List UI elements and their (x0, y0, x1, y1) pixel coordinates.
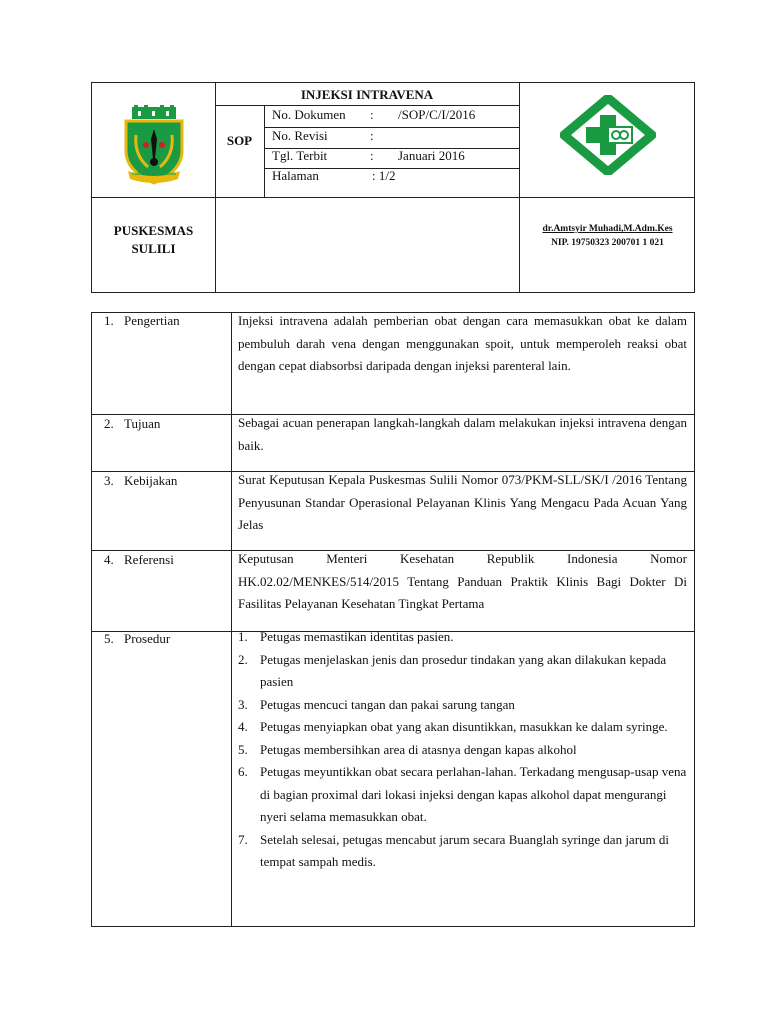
meta-colon: : (370, 128, 374, 143)
section-label: Referensi (124, 552, 174, 567)
section-number: 3. (104, 473, 114, 488)
section-number: 1. (104, 313, 114, 328)
divider (519, 197, 694, 198)
procedure-step (238, 739, 690, 762)
signatory-name: dr.Amtsyir Muhadi,M.Adm.Kes (542, 224, 673, 234)
meta-value: : 1/2 (372, 168, 396, 183)
procedure-step (238, 829, 690, 874)
sop-label: SOP (226, 133, 253, 148)
regency-emblem-logo (118, 105, 190, 187)
procedure-step (238, 716, 690, 739)
divider (231, 313, 232, 926)
section-text: Sebagai acuan penerapan langkah-langkah dalam melakukan injeksi intravena dengan baik. (238, 415, 687, 453)
organization-name (92, 222, 215, 258)
step-number: 4. (238, 719, 248, 734)
section-number: 4. (104, 552, 114, 567)
step-number: 1. (238, 629, 248, 644)
step-text: Petugas mencuci tangan dan pakai sarung tangan (260, 696, 515, 712)
procedure-step (238, 761, 690, 829)
procedure-steps (238, 626, 690, 874)
step-number: 6. (238, 764, 248, 779)
step-text: Petugas meyuntikkan obat secara perlahan-lahan. Terkadang mengusap-usap vena di bagian proximal dari lokasi injeksi dengan kapas alkohol dapat mengurangi nyeri selama memasukkan obat. (260, 764, 687, 824)
section-number: 2. (104, 416, 114, 431)
divider (519, 83, 520, 292)
step-text: Petugas memastikan identitas pasien. (260, 629, 454, 644)
sop-header (91, 82, 695, 293)
procedure-step (238, 649, 690, 694)
step-text: Setelah selesai, petugas mencabut jarum secara Buanglah syringe dan jarum di tempat sampah medis. (260, 831, 669, 869)
meta-colon: : (370, 148, 374, 163)
step-text: Petugas menjelaskan jenis dan prosedur tindakan yang akan dilakukan kepada pasien (260, 651, 667, 689)
signatory-nip: NIP. 19750323 200701 1 021 (551, 238, 664, 248)
section-number: 5. (104, 631, 114, 646)
emblem-ribbon-text: KABUPATEN PINRANG (131, 171, 177, 176)
section-label: Kebijakan (124, 473, 178, 488)
section-text: Keputusan Menteri Kesehatan Republik Indonesia Nomor HK.02.02/MENKES/514/2015 Tentang Panduan Praktik Klinis Bagi Dokter Di Fasilitas Pelayanan Kesehatan Tingkat Pertama (238, 551, 687, 611)
meta-label: Halaman (272, 168, 319, 183)
divider (215, 83, 216, 292)
divider (92, 197, 215, 198)
meta-label: No. Revisi (272, 128, 328, 143)
section-label: Prosedur (124, 631, 171, 646)
meta-value: Januari 2016 (398, 148, 465, 163)
meta-value: /SOP/C/I/2016 (398, 107, 476, 122)
step-number: 5. (238, 741, 248, 757)
section-label: Pengertian (124, 313, 180, 328)
procedure-step (238, 626, 690, 649)
step-text: Petugas menyiapkan obat yang akan disuntikkan, masukkan ke dalam syringe. (260, 719, 668, 734)
meta-label: Tgl. Terbit (272, 148, 328, 163)
organization-name-line1: PUSKESMAS (113, 223, 194, 238)
divider (215, 105, 519, 106)
step-number: 3. (238, 696, 248, 712)
meta-colon: : (370, 107, 374, 122)
section-text: Injeksi intravena adalah pemberian obat dengan cara memasukkan obat ke dalam pembuluh darah vena dengan menggunakan spoit, untuk memperoleh reaksi obat dengan cepat diabsorbsi daripada dengan injeksi parenteral lain. (238, 313, 687, 373)
divider (264, 105, 265, 197)
organization-name-line2: SULILI (131, 241, 176, 256)
meta-label: No. Dokumen (272, 107, 346, 122)
step-text: Petugas membersihkan area di atasnya dengan kapas alkohol (260, 741, 577, 757)
divider (215, 197, 519, 198)
step-number: 7. (238, 831, 248, 847)
puskesmas-logo (560, 95, 656, 175)
step-number: 2. (238, 651, 248, 667)
section-label: Tujuan (124, 416, 161, 431)
document-title: INJEKSI INTRAVENA (300, 87, 434, 102)
section-text: Surat Keputusan Kepala Puskesmas Sulili Nomor 073/PKM-SLL/SK/I /2016 Tentang Penyusunan Standar Operasional Pelayanan Klinis Yang Mengacu Pada Acuan Yang Jelas (238, 472, 687, 532)
procedure-step (238, 694, 690, 717)
